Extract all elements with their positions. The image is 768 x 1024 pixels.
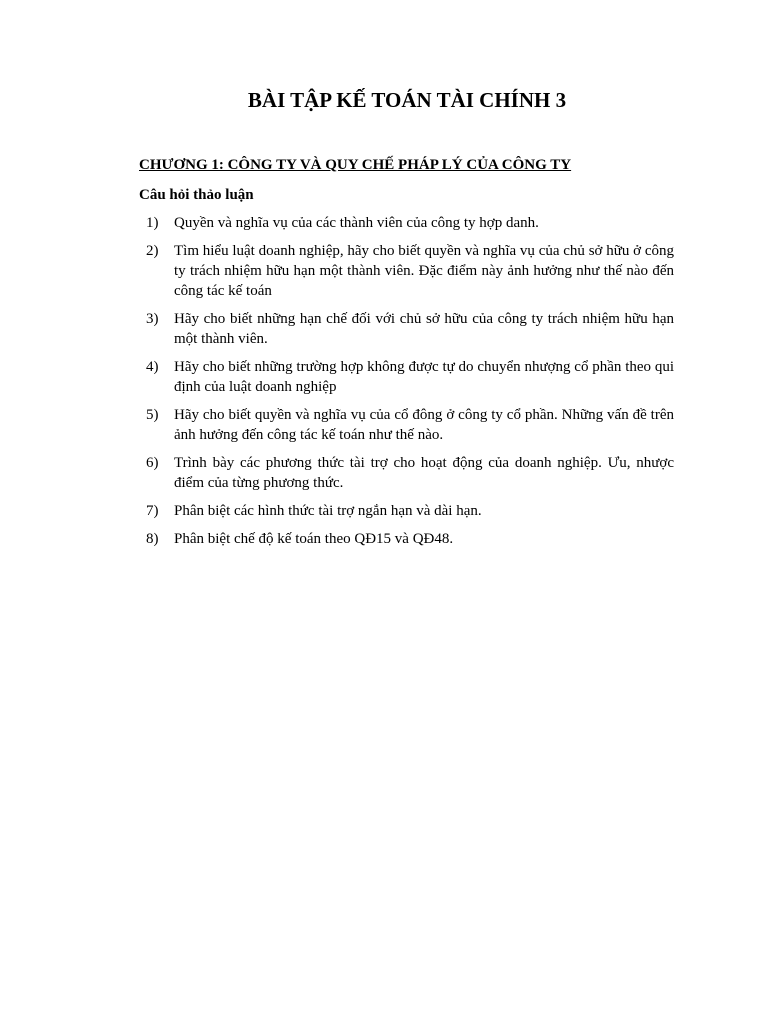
- question-item: [139, 529, 674, 549]
- question-text: Hãy cho biết những trường hợp không được tự do chuyển nhượng cổ phần theo qui định của luật doanh nghiệp: [174, 359, 674, 395]
- question-number: 1): [146, 215, 159, 231]
- question-number: 6): [146, 455, 159, 471]
- question-text: Quyền và nghĩa vụ của các thành viên của công ty hợp danh.: [174, 215, 539, 231]
- document-title: BÀI TẬP KẾ TOÁN TÀI CHÍNH 3: [247, 88, 567, 112]
- question-item: [139, 241, 674, 301]
- question-number: 4): [146, 359, 159, 375]
- question-number: 7): [146, 503, 159, 519]
- question-list: [139, 213, 674, 557]
- question-text: Trình bày các phương thức tài trợ cho hoạt động của doanh nghiệp. Ưu, nhược điểm của từng phương thức.: [174, 455, 674, 491]
- question-item: [139, 213, 674, 233]
- question-item: [139, 405, 674, 445]
- chapter-heading: CHƯƠNG 1: CÔNG TY VÀ QUY CHẾ PHÁP LÝ CỦA CÔNG TY: [139, 157, 572, 173]
- question-text: Hãy cho biết quyền và nghĩa vụ của cổ đông ở công ty cổ phần. Những vấn đề trên ảnh hưởng đến công tác kế toán như thế nào.: [174, 407, 674, 443]
- question-text: Tìm hiểu luật doanh nghiệp, hãy cho biết quyền và nghĩa vụ của chủ sở hữu ở công ty trách nhiệm hữu hạn một thành viên. Đặc điểm này ảnh hưởng như thế nào đến công tác kế toán: [174, 243, 674, 299]
- section-heading: Câu hỏi thảo luận: [139, 187, 254, 203]
- question-item: [139, 453, 674, 493]
- question-number: 3): [146, 311, 159, 327]
- question-item: [139, 309, 674, 349]
- question-number: 5): [146, 407, 159, 423]
- question-number: 8): [146, 531, 159, 547]
- question-text: Phân biệt chế độ kế toán theo QĐ15 và QĐ48.: [174, 531, 454, 547]
- question-item: [139, 501, 674, 521]
- question-number: 2): [146, 243, 159, 259]
- question-text: Phân biệt các hình thức tài trợ ngắn hạn và dài hạn.: [174, 503, 482, 519]
- question-text: Hãy cho biết những hạn chế đối với chủ sở hữu của công ty trách nhiệm hữu hạn một thành viên.: [174, 311, 674, 347]
- question-item: [139, 357, 674, 397]
